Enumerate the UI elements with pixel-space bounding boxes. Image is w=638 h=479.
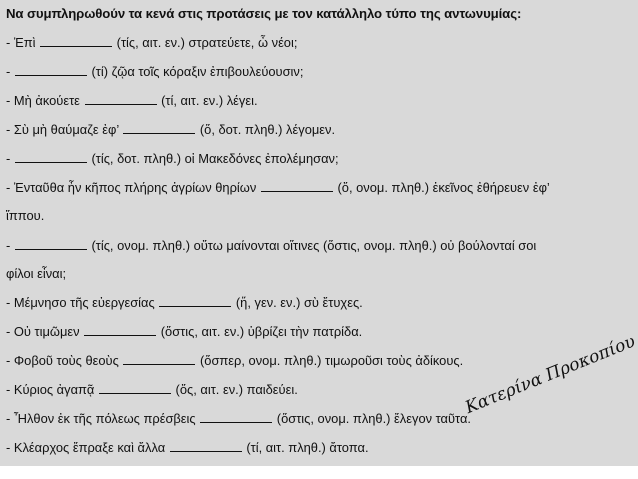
line-text-before: - Οὐ τιμῶμεν	[6, 324, 84, 339]
line-text-before: -	[6, 64, 14, 79]
author-signature: Κατερίνα Προκοπίου	[462, 331, 638, 418]
exercise-line-10	[6, 353, 463, 368]
exercise-line-6	[6, 180, 550, 195]
line-text-after: (τί, αιτ. εν.) λέγει.	[157, 93, 258, 108]
line-text-after: (ὅστις, αιτ. εν.) ὑβρίζει τὴν πατρίδα.	[157, 324, 363, 339]
answer-blank	[15, 151, 87, 163]
exercise-line-7-continued	[6, 266, 66, 281]
line-text-before: - Φοβοῦ τοὺς θεοὺς	[6, 353, 123, 368]
exercise-line-8	[6, 295, 363, 310]
line-text-before: - Ἐπὶ	[6, 35, 40, 50]
worksheet-title: Να συμπληρωθούν τα κενά στις προτάσεις με τον κατάλληλο τύπο της αντωνυμίας:	[6, 6, 522, 21]
line-text-before: ἵππου.	[6, 208, 45, 223]
exercise-line-2	[6, 64, 303, 79]
exercise-line-12	[6, 411, 471, 426]
line-text-after: (τίς, ονομ. πληθ.) οὕτω μαίνονται οἵτινες (ὅστις, ονομ. πληθ.) οὐ βούλονταί σοι	[87, 238, 537, 253]
line-text-after: (ὅσπερ, ονομ. πληθ.) τιμωροῦσι τοὺς ἀδίκους.	[196, 353, 464, 368]
answer-blank	[170, 440, 242, 452]
answer-blank	[40, 35, 112, 47]
exercise-line-7	[6, 238, 536, 253]
line-text-before: - Μέμνησο τῆς εὐεργεσίας	[6, 295, 159, 310]
line-text-before: φίλοι εἶναι;	[6, 266, 67, 281]
line-text-after: (τί, αιτ. πληθ.) ἄτοπα.	[242, 440, 369, 455]
line-text-after: (τίς, αιτ. εν.) στρατεύετε, ὦ νέοι;	[113, 35, 298, 50]
answer-blank	[15, 64, 87, 76]
line-text-before: -	[6, 238, 14, 253]
line-text-before: -	[6, 151, 14, 166]
line-text-before: - Μὴ ἀκούετε	[6, 93, 84, 108]
exercise-line-6-continued	[6, 208, 44, 223]
line-text-after: (ὅ, δοτ. πληθ.) λέγομεν.	[196, 122, 336, 137]
line-text-before: - Κύριος ἀγαπᾷ	[6, 382, 98, 397]
line-text-before: - Ἦλθον ἐκ τῆς πόλεως πρέσβεις	[6, 411, 200, 426]
line-text-after: (τίς, δοτ. πληθ.) οἱ Μακεδόνες ἐπολέμησαν;	[87, 151, 339, 166]
answer-blank	[200, 411, 272, 423]
line-text-after: (ὅστις, ονομ. πληθ.) ἔλεγον ταῦτα.	[273, 411, 471, 426]
exercise-line-5	[6, 151, 339, 166]
line-text-before: - Κλέαρχος ἔπραξε καὶ ἄλλα	[6, 440, 169, 455]
line-text-before: - Σὺ μὴ θαύμαζε ἐφ’	[6, 122, 123, 137]
exercise-line-11	[6, 382, 298, 397]
answer-blank	[123, 353, 195, 365]
answer-blank	[99, 382, 171, 394]
exercise-line-1	[6, 35, 297, 50]
line-text-after: (ὅ, ονομ. πληθ.) ἐκεῖνος ἐθήρευεν ἐφ’	[333, 180, 550, 195]
answer-blank	[123, 122, 195, 134]
exercise-line-4	[6, 122, 335, 137]
answer-blank	[159, 295, 231, 307]
answer-blank	[261, 180, 333, 192]
line-text-after: (ὅς, αιτ. εν.) παιδεύει.	[171, 382, 298, 397]
exercise-line-3	[6, 93, 258, 108]
exercise-line-9	[6, 324, 362, 339]
answer-blank	[15, 238, 87, 250]
answer-blank	[84, 324, 156, 336]
line-text-after: (ἥ, γεν. εν.) σὺ ἔτυχες.	[232, 295, 363, 310]
answer-blank	[85, 93, 157, 105]
line-text-after: (τί) ζῷα τοῖς κόραξιν ἐπιβουλεύουσιν;	[87, 64, 304, 79]
exercise-line-13	[6, 440, 369, 455]
line-text-before: - Ἐνταῦθα ἦν κῆπος πλήρης ἀγρίων θηρίων	[6, 180, 260, 195]
